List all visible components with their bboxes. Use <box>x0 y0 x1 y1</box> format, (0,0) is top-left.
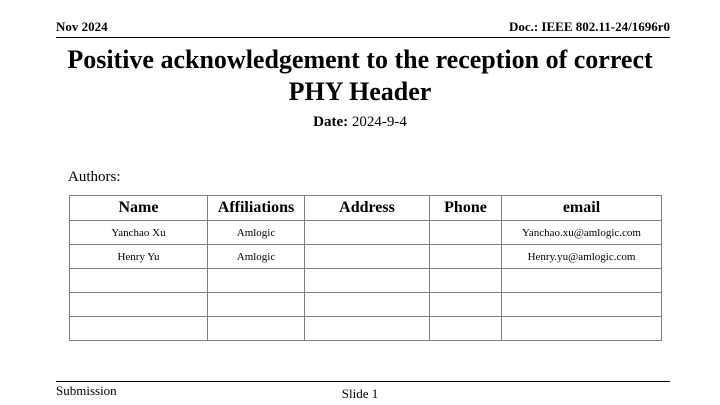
cell-name: Yanchao Xu <box>70 221 208 245</box>
cell-address <box>305 269 430 293</box>
date-label: Date: <box>313 114 349 130</box>
authors-table <box>69 195 662 341</box>
date-value: 2024-9-4 <box>351 114 407 130</box>
footer-divider <box>56 381 670 382</box>
footer-slide-number: Slide 1 <box>341 386 379 401</box>
cell-phone <box>430 269 502 293</box>
column-header-phone: Phone <box>430 196 502 221</box>
cell-phone <box>430 245 502 269</box>
cell-affiliation <box>208 293 305 317</box>
cell-address <box>305 221 430 245</box>
cell-email: Yanchao.xu@amlogic.com <box>502 221 662 245</box>
table-row <box>70 293 662 317</box>
header-date: Nov 2024 <box>56 19 108 34</box>
cell-name <box>70 317 208 341</box>
column-header-affiliations: Affiliations <box>208 196 305 221</box>
cell-email: Henry.yu@amlogic.com <box>502 245 662 269</box>
authors-label: Authors: <box>68 169 121 185</box>
cell-email <box>502 269 662 293</box>
table-header-row <box>70 196 662 221</box>
header-divider <box>56 37 670 38</box>
table-row <box>70 245 662 269</box>
cell-affiliation <box>208 269 305 293</box>
date-line <box>0 114 720 131</box>
table-row <box>70 317 662 341</box>
column-header-name: Name <box>70 196 208 221</box>
cell-affiliation <box>208 317 305 341</box>
column-header-email: email <box>502 196 662 221</box>
cell-phone <box>430 317 502 341</box>
cell-address <box>305 317 430 341</box>
footer-submission: Submission <box>56 383 117 398</box>
cell-name: Henry Yu <box>70 245 208 269</box>
cell-address <box>305 245 430 269</box>
table-row <box>70 269 662 293</box>
column-header-address: Address <box>305 196 430 221</box>
cell-affiliation: Amlogic <box>208 221 305 245</box>
cell-phone <box>430 293 502 317</box>
table-row <box>70 221 662 245</box>
cell-phone <box>430 221 502 245</box>
cell-name <box>70 293 208 317</box>
cell-address <box>305 293 430 317</box>
cell-affiliation: Amlogic <box>208 245 305 269</box>
cell-email <box>502 317 662 341</box>
cell-name <box>70 269 208 293</box>
cell-email <box>502 293 662 317</box>
header-doc-id: Doc.: IEEE 802.11-24/1696r0 <box>508 19 670 34</box>
slide-title: Positive acknowledgement to the reception of correct PHY Header <box>67 45 653 106</box>
